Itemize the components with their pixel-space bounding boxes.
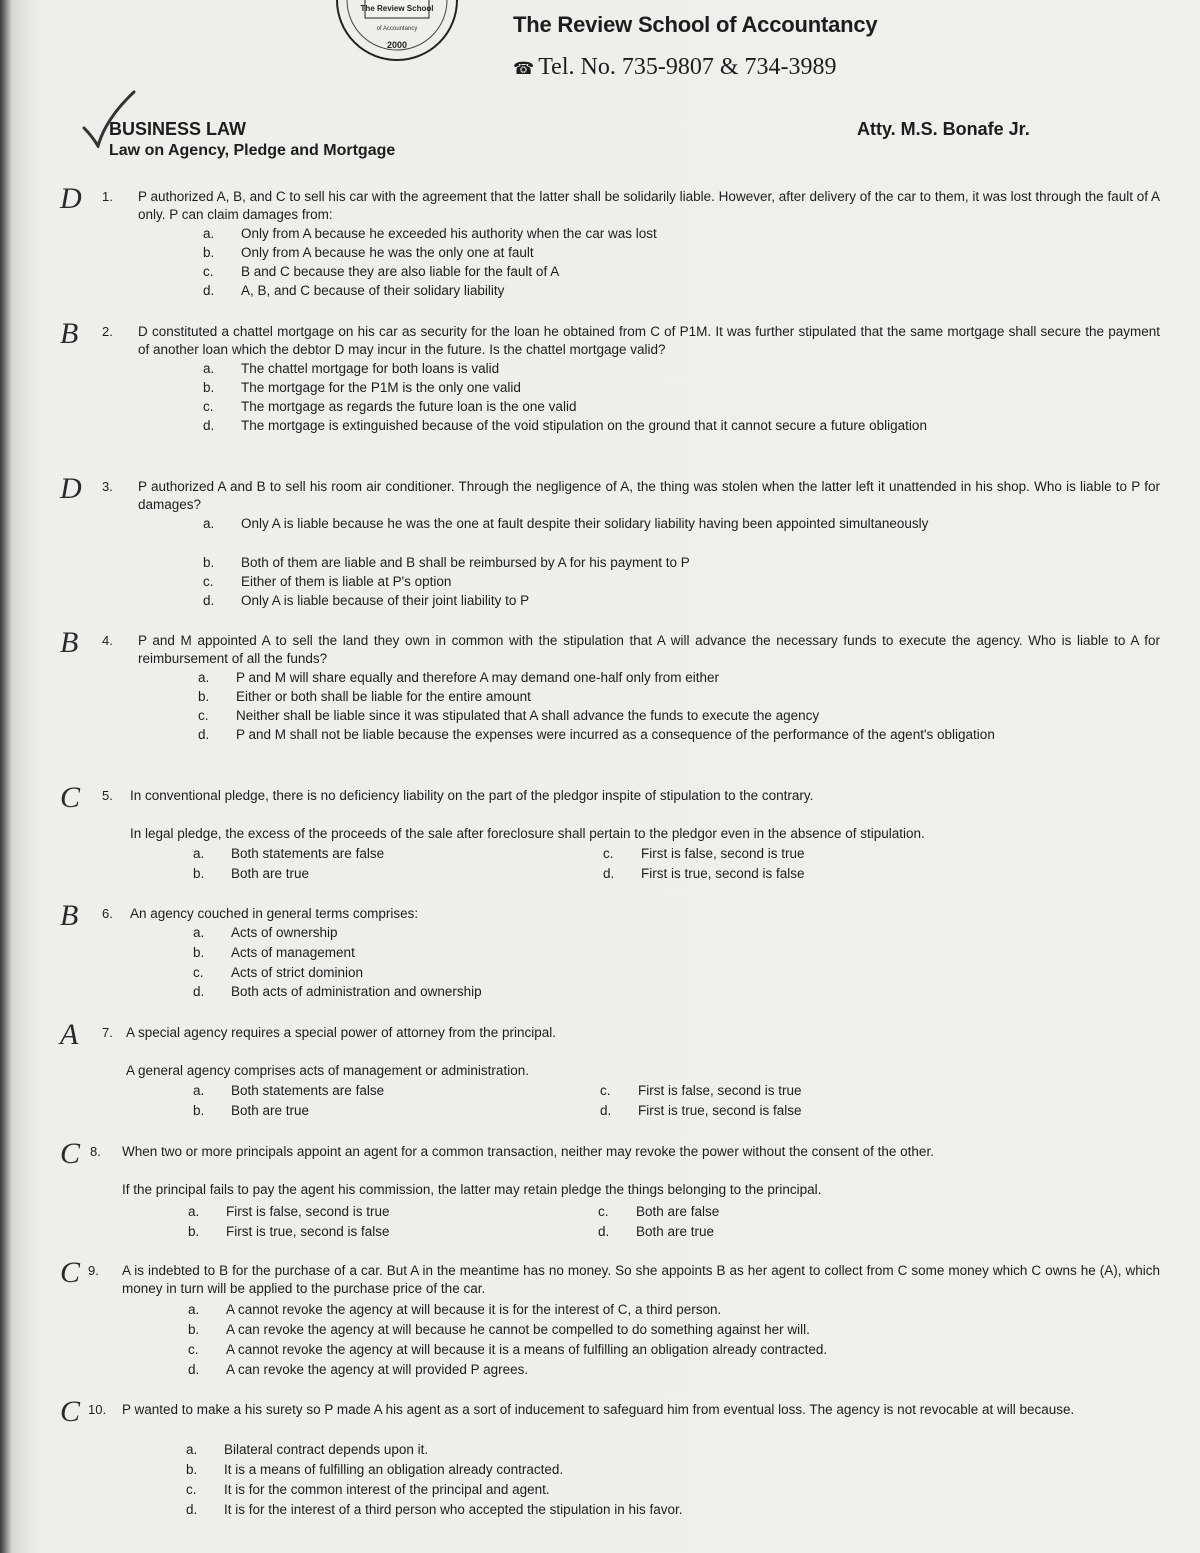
question-stem: A special agency requires a special power of attorney from the principal. [126,1025,556,1040]
question-stem-second: In legal pledge, the excess of the proceeds of the sale after foreclosure shall pertain to the pledgor even in the absence of stipulation. [130,826,925,841]
question-stem-second: A general agency comprises acts of management or administration. [126,1063,529,1078]
handwritten-answer: C [60,1256,81,1289]
question-number: 9. [88,1263,99,1278]
question-stem: A is indebted to B for the purchase of a car. But A in the meantime has no money. So she appoints B as her agent to collect from C some money which C owns he (A), which money in turn will be applied to the purchase price of the car. [122,1263,1160,1296]
school-telephone [513,54,836,81]
handwritten-answer: A [60,1018,79,1051]
question-stem: P wanted to make a his surety so P made A his agent as a sort of inducement to safeguard him from eventual loss. The agency is not revocable at will because. [122,1402,1075,1417]
question-number: 7. [102,1025,113,1040]
question-stem: D constituted a chattel mortgage on his car as security for the loan he obtained from C of P1M. It was further stipulated that the same mortgage shall secure the payment of another loan which the debtor D may incur in the future. Is the chattel mortgage valid? [138,324,1160,357]
school-seal-logo [332,0,462,66]
topic-title: Law on Agency, Pledge and Mortgage [109,142,396,159]
svg-text:of Accountancy: of Accountancy [376,26,418,32]
question-stem-second: If the principal fails to pay the agent his commission, the latter may retain pledge the things belonging to the principal. [122,1182,822,1197]
handwritten-answer: D [60,182,82,215]
tel-text: Tel. No. 735-9807 & 734-3989 [538,54,837,80]
telephone-icon: ☎ [513,59,535,78]
question-number: 5. [102,788,113,803]
question-number: 6. [102,906,113,921]
question-stem: When two or more principals appoint an agent for a common transaction, neither may revoke the power without the consent of the other. [122,1144,934,1159]
question-number: 4. [102,633,113,648]
question-number: 1. [102,189,113,204]
question-number: 8. [90,1144,101,1159]
handwritten-answer: D [60,472,82,505]
handwritten-answer: B [60,899,79,932]
handwritten-answer: B [60,626,79,659]
handwritten-answer: B [60,317,79,350]
question-stem: P and M appointed A to sell the land they own in common with the stipulation that A will advance the necessary funds to execute the agency. Who is liable to A for reimbursement of all the funds? [138,633,1160,666]
question-number: 2. [102,324,113,339]
subject-title: BUSINESS LAW [109,119,247,139]
school-name: The Review School of Accountancy [513,12,878,37]
svg-text:2000: 2000 [386,40,408,50]
lecturer-name: Atty. M.S. Bonafe Jr. [857,119,1030,139]
question-number: 3. [102,479,113,494]
question-stem: P authorized A, B, and C to sell his car with the agreement that the latter shall be solidarily liable. However, after delivery of the car to them, it was lost through the fault of A only. P can claim damages from: [138,189,1160,222]
question-stem: P authorized A and B to sell his room air conditioner. Through the negligence of A, the thing was stolen when the latter left it unattended in his shop. Who is liable to P for damages? [138,479,1160,512]
handwritten-answer: C [60,781,81,814]
handwritten-answer: C [60,1395,81,1428]
handwritten-answer: C [60,1137,81,1170]
scanned-page: The Review School of Accountancy 2000 The Review School of Accountancy ☎ Tel. No. 735-9807 & 734-3989 BUSINESS LAW Atty. M.S. Bonafe Jr. Law on Agency, Pledge and Mortgage D 1. P authorized A, B, and C to sell his car with the agreement that the latter shall be solidarily liable. However, after delivery of the car to them, it was lost through the fault of A only. P can claim damages from: a. Only from A because he exceeded his authority when the car was lost b. Only from A because he was the only one at fault c. B and C because they are also liable for the fault of A d. A, B, and C because of their solidary liability B 2. D constituted a chattel mortgage on his car as security for the loan he obtained from C of P1M. It was further stipulated that the same mortgage shall secure the payment of another loan which the debtor D may incur in the future. Is the chattel mortgage valid? a. The chattel mortgage for both loans is valid b. The mortgage for the P1M is the only one valid c. The mortgage as regards the future loan is the one valid d. The mortgage is extinguished because of the void stipulation on the ground that it cannot secure a future obligation D 3. P authorized A and B to sell his room air conditioner. Through the negligence of A, the thing was stolen when the latter left it unattended in his shop. Who is liable to P for damages? a. Only A is liable because he was the one at fault despite their solidary liability having been appointed simultaneously b. Both of them are liable and B shall be reimbursed by A for his payment to P c. Either of them is liable at P's option d. Only A is liable because of their joint liability to P B 4. P and M appointed A to sell the land they own in common with the stipulation that A will advance the necessary funds to execute the agency. Who is liable to A for reimbursement of all the funds? a. P and M will share equally and therefore A may demand one-half only from either b. Either or both shall be liable for the entire amount c. Neither shall be liable since it was stipulated that A shall advance the funds to execute the agency d. P and M shall not be liable because the expenses were incurred as a consequence of the performance of the agent's obligation C 5. In conventional pledge, there is no deficiency liability on the part of the pledgor inspite of stipulation to the contrary. In legal pledge, the excess of the proceeds of the sale after foreclosure shall pertain to the pledgor even in the absence of stipulation. a. Both statements are false b. Both are true c. First is false, second is true d. First is true, second is false B 6. An agency couched in general terms comprises: a. Acts of ownership b. Acts of management c. Acts of strict dominion d. Both acts of administration and ownership A 7. A special agency requires a special power of attorney from the principal. A general agency comprises acts of management or administration. a. Both statements are false b. Both are true c. First is false, second is true d. First is true, second is false C 8. When two or more principals appoint an agent for a common transaction, neither may revoke the power without the consent of the other. If the principal fails to pay the agent his commission, the latter may retain pledge the things belonging to the principal. a. First is false, second is true b. First is true, second is false c. Both are false d. Both are true C 9. A is indebted to B for the purchase of a car. But A in the meantime has no money. So she appoints B as her agent to collect from C some money which C owns he (A), which money in turn will be applied to the purchase price of the car. a. A cannot revoke the agency at will because it is for the interest of C, a third person. b. A can revoke the agency at will because he cannot be compelled to do something against her will. c. A cannot revoke the agency at will because it is a means of fulfilling an obligation already contracted. d. A can revoke the agency at will provided P agrees. C 10. P wanted to make a his surety so P made A his agent as a sort of inducement to safeguard him from eventual loss. The agency is not revocable at will because. a. Bilateral contract depends upon it. b. It is a means of fulfilling an obligation already contracted. c. It is for the common interest of the principal and agent. d. It is for the interest of a third person who accepted the stipulation in his favor. [0,0,1200,1553]
svg-text:The Review School: The Review School [360,4,434,13]
question-stem: An agency couched in general terms comprises: [130,906,419,921]
question-number: 10. [88,1402,107,1417]
question-stem: In conventional pledge, there is no deficiency liability on the part of the pledgor inspite of stipulation to the contrary. [130,788,814,803]
